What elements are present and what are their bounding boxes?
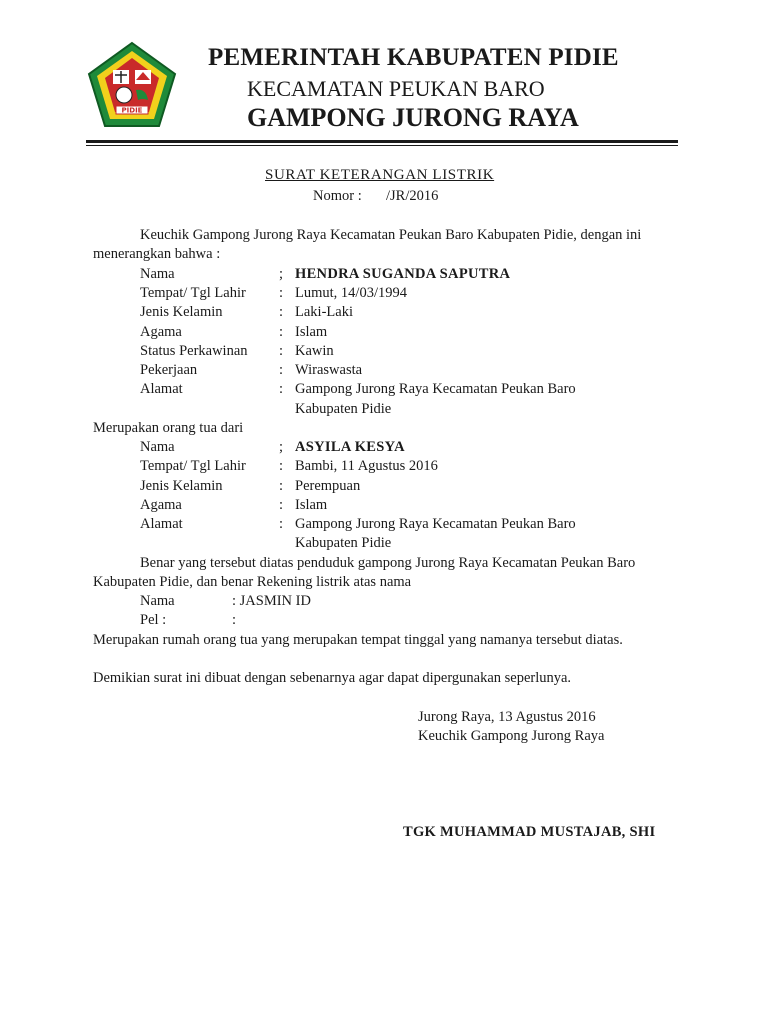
- person2-gender-label: Jenis Kelamin: [140, 478, 223, 494]
- person2-birth-sep: :: [279, 458, 284, 474]
- person1-address-value-2: Kabupaten Pidie: [295, 401, 392, 417]
- letterhead-rule-thick: [86, 140, 678, 143]
- letterhead-line-3: GAMPONG JURONG RAYA: [247, 103, 579, 132]
- person2-name-label: Nama: [140, 439, 175, 455]
- person1-birth-sep: :: [279, 285, 284, 301]
- person1-marital-value: Kawin: [295, 343, 334, 359]
- person2-address-sep: :: [279, 516, 284, 532]
- number-value: /JR/2016: [386, 188, 439, 204]
- person1-gender-label: Jenis Kelamin: [140, 304, 223, 320]
- person2-religion-label: Agama: [140, 497, 182, 513]
- signature-name: TGK MUHAMMAD MUSTAJAB, SHI: [403, 824, 656, 840]
- person1-religion-value: Islam: [295, 324, 328, 340]
- person1-name-sep: ;: [279, 266, 284, 282]
- letterhead-line-2: KECAMATAN PEUKAN BARO: [247, 76, 545, 101]
- person2-religion-value: Islam: [295, 497, 328, 513]
- person2-birth-label: Tempat/ Tgl Lahir: [140, 458, 246, 474]
- signature-place-date: Jurong Raya, 13 Agustus 2016: [418, 709, 596, 725]
- person1-marital-label: Status Perkawinan: [140, 343, 248, 359]
- person2-address-label: Alamat: [140, 516, 183, 532]
- person2-name-sep: ;: [279, 439, 284, 455]
- account-name-label: Nama: [140, 593, 175, 609]
- person2-birth-value: Bambi, 11 Agustus 2016: [295, 458, 438, 474]
- letterhead-line-1: PEMERINTAH KABUPATEN PIDIE: [208, 44, 619, 71]
- person2-gender-sep: :: [279, 478, 284, 494]
- statement-line-2: Kabupaten Pidie, dan benar Rekening listrik atas nama: [93, 574, 412, 590]
- regency-logo: [86, 40, 178, 132]
- person1-birth-value: Lumut, 14/03/1994: [295, 285, 407, 301]
- statement-line-1: Benar yang tersebut diatas penduduk gampong Jurong Raya Kecamatan Peukan Baro: [140, 555, 636, 571]
- person1-gender-value: Laki-Laki: [295, 304, 353, 320]
- person1-gender-sep: :: [279, 304, 284, 320]
- person1-religion-label: Agama: [140, 324, 182, 340]
- person1-address-sep: :: [279, 381, 284, 397]
- logo-text: PIDIE: [121, 106, 143, 115]
- person1-marital-sep: :: [279, 343, 284, 359]
- person1-job-label: Pekerjaan: [140, 362, 198, 378]
- residence-note: Merupakan rumah orang tua yang merupakan tempat tinggal yang namanya tersebut diatas.: [93, 632, 623, 648]
- person1-name-value: HENDRA SUGANDA SAPUTRA: [295, 266, 511, 282]
- person1-name-label: Nama: [140, 266, 175, 282]
- signature-position: Keuchik Gampong Jurong Raya: [418, 728, 605, 744]
- person1-address-label: Alamat: [140, 381, 183, 397]
- intro-line-2: menerangkan bahwa :: [93, 246, 221, 262]
- person2-religion-sep: :: [279, 497, 284, 513]
- person1-birth-label: Tempat/ Tgl Lahir: [140, 285, 246, 301]
- parent-of-text: Merupakan orang tua dari: [93, 420, 244, 436]
- account-name-value: : JASMIN ID: [232, 593, 311, 609]
- person1-address-value: Gampong Jurong Raya Kecamatan Peukan Baro: [295, 381, 576, 397]
- letterhead-rule-thin: [86, 145, 678, 146]
- intro-line-1: Keuchik Gampong Jurong Raya Kecamatan Peukan Baro Kabupaten Pidie, dengan ini: [140, 227, 642, 243]
- account-pel-value: :: [232, 612, 237, 628]
- person2-address-value-2: Kabupaten Pidie: [295, 535, 392, 551]
- closing-text: Demikian surat ini dibuat dengan sebenarnya agar dapat dipergunakan seperlunya.: [93, 670, 572, 686]
- person2-address-value: Gampong Jurong Raya Kecamatan Peukan Baro: [295, 516, 576, 532]
- person1-job-sep: :: [279, 362, 284, 378]
- letter-title: SURAT KETERANGAN LISTRIK: [265, 167, 495, 183]
- person1-religion-sep: :: [279, 324, 284, 340]
- person1-job-value: Wiraswasta: [295, 362, 363, 378]
- account-pel-label: Pel :: [140, 612, 167, 628]
- number-label: Nomor :: [313, 188, 362, 204]
- person2-name-value: ASYILA KESYA: [295, 439, 405, 455]
- person2-gender-value: Perempuan: [295, 478, 361, 494]
